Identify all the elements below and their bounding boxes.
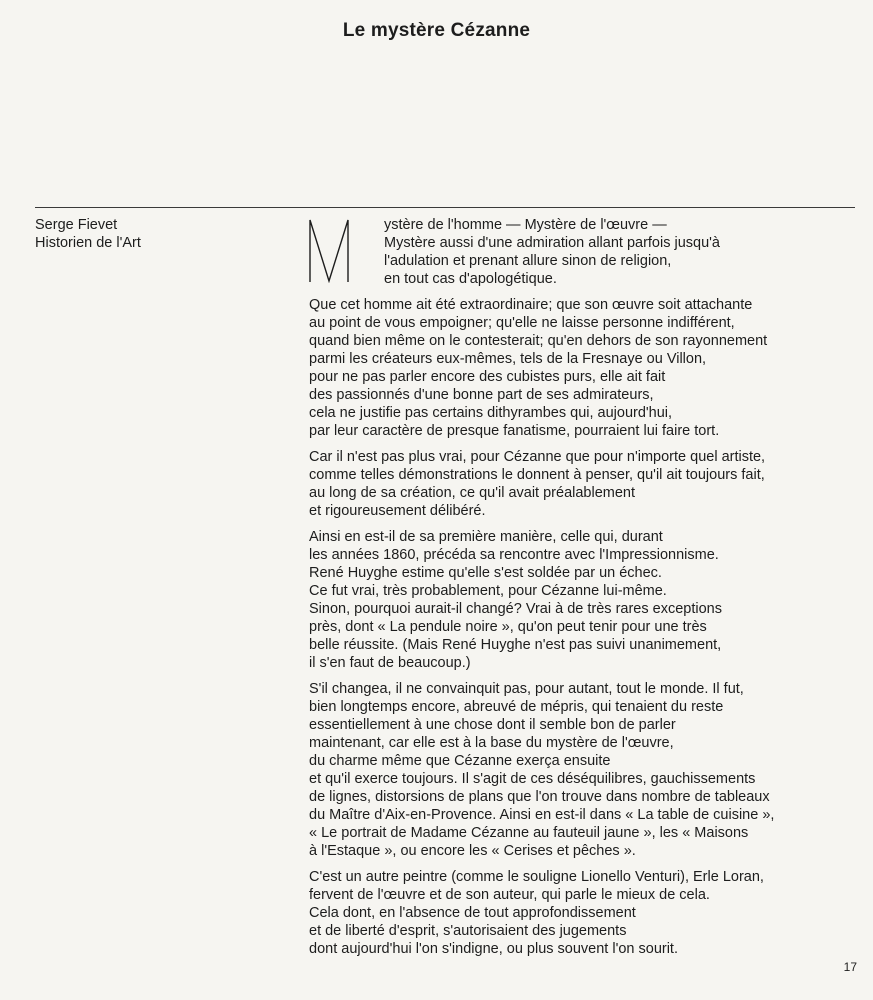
text-line: et rigoureusement délibéré. — [309, 503, 486, 519]
text-line: belle réussite. (Mais René Huyghe n'est pas suivi unanimement, — [309, 637, 722, 653]
text-line: comme telles démonstrations le donnent à penser, qu'il ait toujours fait, — [309, 467, 765, 483]
text-line: près, dont « La pendule noire », qu'on peut tenir pour une très — [309, 619, 707, 635]
paragraph — [309, 296, 854, 440]
text-line: Cela dont, en l'absence de tout approfondissement — [309, 905, 636, 921]
lead-line: Mystère aussi d'une admiration allant parfois jusqu'à — [384, 235, 720, 251]
text-line: Que cet homme ait été extraordinaire; que son œuvre soit attachante — [309, 297, 753, 313]
lead-paragraph — [309, 216, 854, 288]
text-line: de lignes, distorsions de plans que l'on trouve dans nombre de tableaux — [309, 789, 770, 805]
text-line: et de liberté d'esprit, s'autorisaient des jugements — [309, 923, 627, 939]
page-number: 17 — [843, 960, 857, 974]
text-line: du charme même que Cézanne exerça ensuite — [309, 753, 611, 769]
text-line: à l'Estaque », ou encore les « Cerises et pêches ». — [309, 843, 636, 859]
text-line: au point de vous empoigner; qu'elle ne laisse personne indifférent, — [309, 315, 735, 331]
lead-line: en tout cas d'apologétique. — [384, 271, 557, 287]
text-line: fervent de l'œuvre et de son auteur, qui parle le mieux de cela. — [309, 887, 710, 903]
text-line: cela ne justifie pas certains dithyrambes qui, aujourd'hui, — [309, 405, 673, 421]
author-role: Historien de l'Art — [35, 235, 141, 251]
text-line: dont aujourd'hui l'on s'indigne, ou plus souvent l'on sourit. — [309, 941, 678, 957]
text-line: Ainsi en est-il de sa première manière, celle qui, durant — [309, 529, 663, 545]
text-line: par leur caractère de presque fanatisme, pourraient lui faire tort. — [309, 423, 720, 439]
divider-rule — [35, 207, 855, 208]
page-title: Le mystère Cézanne — [342, 20, 531, 41]
paragraph — [309, 528, 854, 672]
text-line: du Maître d'Aix-en-Provence. Ainsi en est-il dans « La table de cuisine », — [309, 807, 775, 823]
article-body — [309, 216, 854, 958]
text-line: quand bien même on le contesterait; qu'en dehors de son rayonnement — [309, 333, 768, 349]
text-line: Car il n'est pas plus vrai, pour Cézanne que pour n'importe quel artiste, — [309, 449, 766, 465]
author-name: Serge Fievet — [35, 217, 118, 233]
text-line: les années 1860, précéda sa rencontre avec l'Impressionnisme. — [309, 547, 719, 563]
author-block — [35, 216, 141, 252]
paragraph — [309, 680, 854, 860]
text-line: des passionnés d'une bonne part de ses admirateurs, — [309, 387, 654, 403]
text-line: Ce fut vrai, très probablement, pour Cézanne lui-même. — [309, 583, 667, 599]
text-line: bien longtemps encore, abreuvé de mépris, qui tenaient du reste — [309, 699, 724, 715]
text-line: Sinon, pourquoi aurait-il changé? Vrai à de très rares exceptions — [309, 601, 722, 617]
lead-text — [384, 216, 720, 288]
text-line: S'il changea, il ne convainquit pas, pour autant, tout le monde. Il fut, — [309, 681, 744, 697]
text-line: et qu'il exerce toujours. Il s'agit de ces déséquilibres, gauchissements — [309, 771, 756, 787]
text-line: maintenant, car elle est à la base du mystère de l'œuvre, — [309, 735, 674, 751]
text-line: C'est un autre peintre (comme le souligne Lionello Venturi), Erle Loran, — [309, 869, 764, 885]
lead-line: ystère de l'homme — Mystère de l'œuvre — — [384, 217, 667, 233]
text-line: René Huyghe estime qu'elle s'est soldée par un échec. — [309, 565, 662, 581]
text-line: au long de sa création, ce qu'il avait préalablement — [309, 485, 636, 501]
dropcap-m — [309, 219, 349, 283]
text-line: pour ne pas parler encore des cubistes purs, elle ait fait — [309, 369, 666, 385]
text-line: il s'en faut de beaucoup.) — [309, 655, 471, 671]
paragraph — [309, 448, 854, 520]
paragraph — [309, 868, 854, 958]
text-line: essentiellement à une chose dont il semble bon de parler — [309, 717, 676, 733]
text-line: parmi les créateurs eux-mêmes, tels de la Fresnaye ou Villon, — [309, 351, 707, 367]
text-line: « Le portrait de Madame Cézanne au fauteuil jaune », les « Maisons — [309, 825, 749, 841]
lead-line: l'adulation et prenant allure sinon de religion, — [384, 253, 672, 269]
